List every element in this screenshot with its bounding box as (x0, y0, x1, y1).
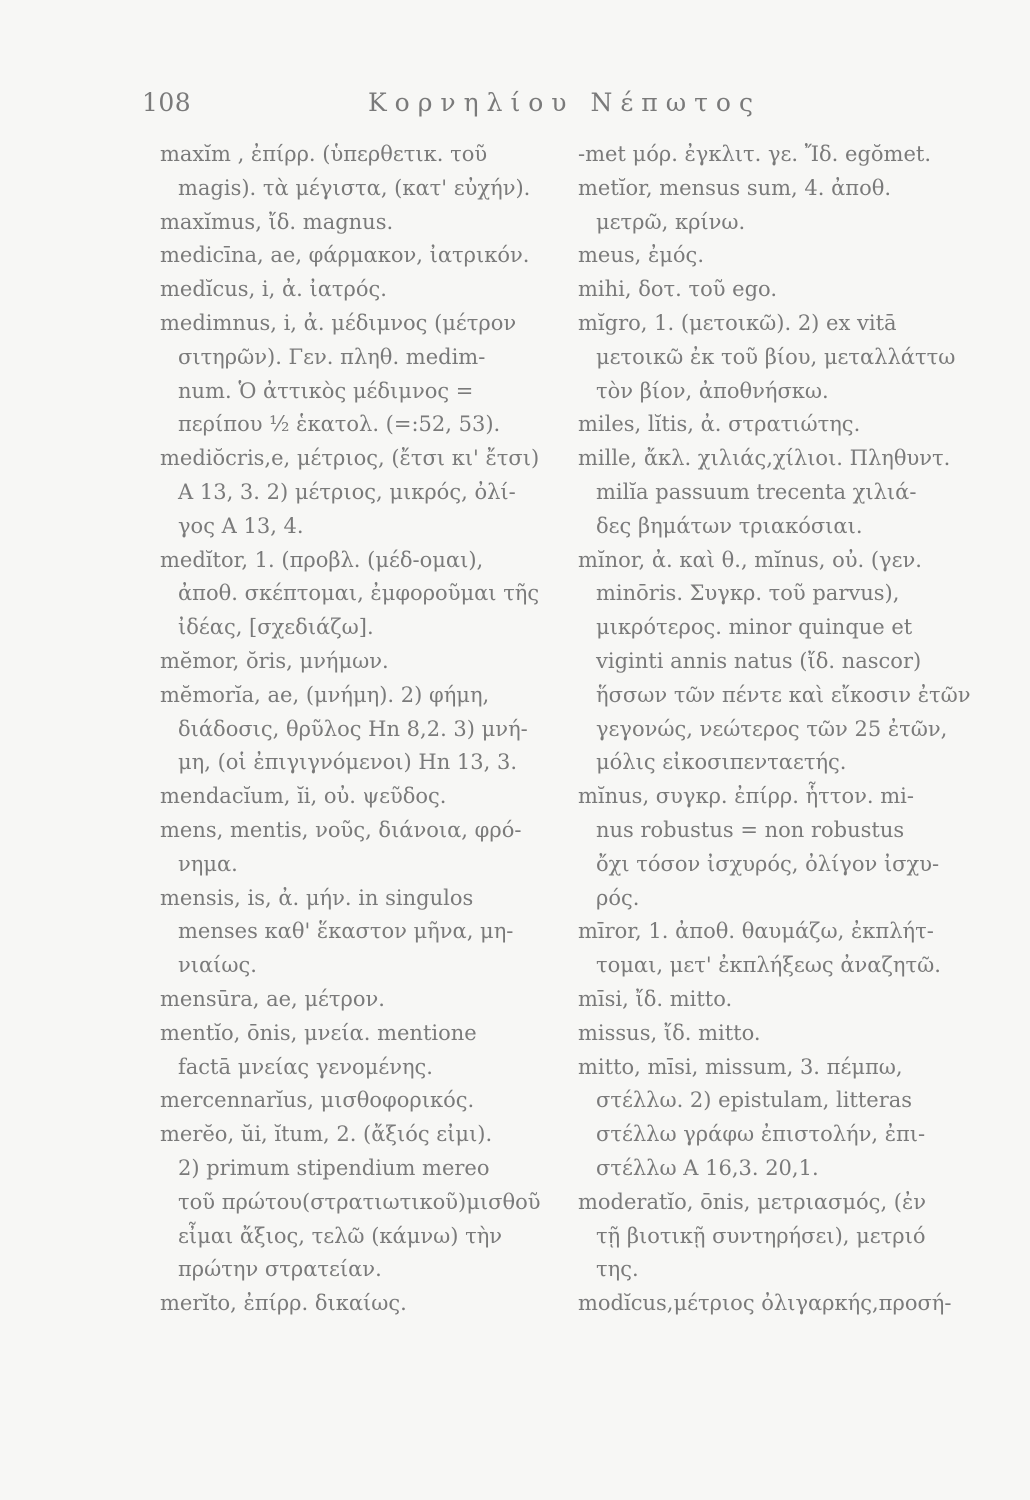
page-number: 108 (142, 88, 192, 117)
dictionary-line: missus, ἴδ. mitto. (578, 1020, 761, 1045)
dictionary-line: σιτηρῶν). Γεν. πληθ. medim- (178, 344, 486, 369)
dictionary-line: mĭnus, συγκρ. ἐπίρρ. ἧττον. mi- (578, 784, 914, 809)
dictionary-line: modĭcus,μέτριος ὀλιγαρκής,προσή- (578, 1291, 952, 1316)
dictionary-line: τοῦ πρώτου(στρατιωτικοῦ)μισθοῦ (178, 1189, 541, 1214)
dictionary-line: ὄχι τόσον ἰσχυρός, ὀλίγον ἰσχυ- (596, 851, 940, 876)
dictionary-line: mercennarĭus, μισθοφορικός. (160, 1088, 475, 1113)
dictionary-line: A 13, 3. 2) μέτριος, μικρός, ὀλί- (178, 479, 516, 504)
dictionary-line: περίπου ½ ἑκατολ. (=:52, 53). (178, 412, 501, 437)
dictionary-line: mīror, 1. ἀποθ. θαυμάζω, ἐκπλήτ- (578, 919, 934, 944)
dictionary-line: μη, (οἱ ἐπιγιγνόμενοι) Hn 13, 3. (178, 750, 518, 775)
dictionary-line: εἶμαι ἄξιος, τελῶ (κάμνω) τὴν (178, 1223, 503, 1248)
dictionary-line: mihi, δοτ. τοῦ ego. (578, 277, 777, 302)
dictionary-line: menses καθ' ἕκαστον μῆνα, μη- (178, 919, 514, 944)
dictionary-line: ρός. (596, 885, 640, 910)
dictionary-line: maxĭmus, ἴδ. magnus. (160, 209, 394, 234)
dictionary-line: milĭa passuum trecenta χιλιά- (596, 479, 917, 504)
dictionary-line: mĭgro, 1. (μετοικῶ). 2) ex vitā (578, 310, 897, 335)
dictionary-line: mĭnor, ἀ. καὶ θ., mĭnus, οὐ. (γεν. (578, 547, 922, 572)
dictionary-line: mendacĭum, ĭi, οὐ. ψεῦδος. (160, 784, 447, 809)
dictionary-line: της. (596, 1257, 639, 1282)
dictionary-line: minōris. Συγκρ. τοῦ parvus), (596, 581, 900, 606)
dictionary-line: ἀποθ. σκέπτομαι, ἐμφοροῦμαι τῆς (178, 581, 540, 606)
dictionary-line: γεγονώς, νεώτερος τῶν 25 ἐτῶν, (596, 716, 948, 741)
dictionary-line: medicīna, ae, φάρμακον, ἰατρικόν. (160, 243, 530, 268)
dictionary-line: μετρῶ, κρίνω. (596, 209, 746, 234)
dictionary-line: 2) primum stipendium mereo (178, 1155, 490, 1180)
dictionary-line: μικρότερος. minor quinque et (596, 615, 913, 640)
left-column (160, 138, 570, 1321)
dictionary-line: στέλλω γράφω ἐπιστολήν, ἐπι- (596, 1122, 926, 1147)
dictionary-line: miles, lĭtis, ἀ. στρατιώτης. (578, 412, 861, 437)
dictionary-line: medĭtor, 1. (προβλ. (μέδ-ομαι), (160, 547, 484, 572)
dictionary-line: τομαι, μετ' ἐκπλήξεως ἀναζητῶ. (596, 953, 941, 978)
dictionary-line: mĕmorĭa, ae, (μνήμη). 2) φήμη, (160, 682, 490, 707)
dictionary-line: viginti annis natus (ἴδ. nascor) (596, 648, 922, 673)
dictionary-line: mensis, is, ἀ. μήν. in singulos (160, 885, 474, 910)
dictionary-line: meus, ἐμός. (578, 243, 704, 268)
dictionary-line: merĕo, ŭi, ĭtum, 2. (ἄξιός εἰμι). (160, 1122, 493, 1147)
dictionary-line: ἰδέας, [σχεδιάζω]. (178, 615, 374, 640)
running-title: Κορνηλίου Νέπωτος (368, 88, 761, 117)
dictionary-line: mitto, mīsi, missum, 3. πέμπω, (578, 1054, 903, 1079)
dictionary-line: medimnus, i, ἀ. μέδιμνος (μέτρον (160, 310, 517, 335)
dictionary-line: mĕmor, ŏris, μνήμων. (160, 648, 389, 673)
right-column (578, 138, 998, 1321)
dictionary-line: moderatĭo, ōnis, μετριασμός, (ἐν (578, 1189, 927, 1214)
dictionary-line: mensūra, ae, μέτρον. (160, 986, 385, 1011)
dictionary-line: τῇ βιοτικῇ συντηρήσει), μετριό (596, 1223, 926, 1248)
dictionary-line: πρώτην στρατείαν. (178, 1257, 382, 1282)
dictionary-line: στέλλω A 16,3. 20,1. (596, 1155, 819, 1180)
dictionary-line: factā μνείας γενομένης. (178, 1054, 433, 1079)
dictionary-line: mille, ἄκλ. χιλιάς,χίλιοι. Πληθυντ. (578, 446, 951, 471)
dictionary-line: νιαίως. (178, 953, 257, 978)
dictionary-line: νημα. (178, 851, 238, 876)
page-header (142, 88, 782, 128)
dictionary-line: μόλις εἰκοσιπενταετής. (596, 750, 847, 775)
dictionary-line: δες βημάτων τριακόσιαι. (596, 513, 863, 538)
dictionary-line: γος A 13, 4. (178, 513, 304, 538)
dictionary-line: τὸν βίον, ἀποθνήσκω. (596, 378, 829, 403)
dictionary-line: mentĭo, ōnis, μνεία. mentione (160, 1020, 477, 1045)
dictionary-line: metĭor, mensus sum, 4. ἀποθ. (578, 175, 892, 200)
dictionary-line: mediŏcris,e, μέτριος, (ἔτσι κι' ἔτσι) (160, 446, 540, 471)
dictionary-line: num. Ὁ ἀττικὸς μέδιμνος = (178, 378, 474, 403)
dictionary-line: mens, mentis, νοῦς, διάνοια, φρό- (160, 817, 522, 842)
dictionary-line: nus robustus = non robustus (596, 817, 905, 842)
dictionary-line: merĭto, ἐπίρρ. δικαίως. (160, 1291, 407, 1316)
dictionary-line: μετοικῶ ἐκ τοῦ βίου, μεταλλάττω (596, 344, 956, 369)
dictionary-line: mīsi, ἴδ. mitto. (578, 986, 733, 1011)
dictionary-line: medĭcus, i, ἀ. ἰατρός. (160, 277, 387, 302)
dictionary-line: στέλλω. 2) epistulam, litteras (596, 1088, 913, 1113)
dictionary-line: ἥσσων τῶν πέντε καὶ εἴκοσιν ἐτῶν (596, 682, 971, 707)
dictionary-line: magis). τὰ μέγιστα, (κατ' εὐχήν). (178, 175, 531, 200)
dictionary-line: maxĭm , ἐπίρρ. (ὑπερθετικ. τοῦ (160, 142, 488, 166)
dictionary-line: -met μόρ. ἐγκλιτ. γε. Ἴδ. egŏmet. (578, 142, 932, 166)
dictionary-line: διάδοσις, θρῦλος Hn 8,2. 3) μνή- (178, 716, 528, 741)
